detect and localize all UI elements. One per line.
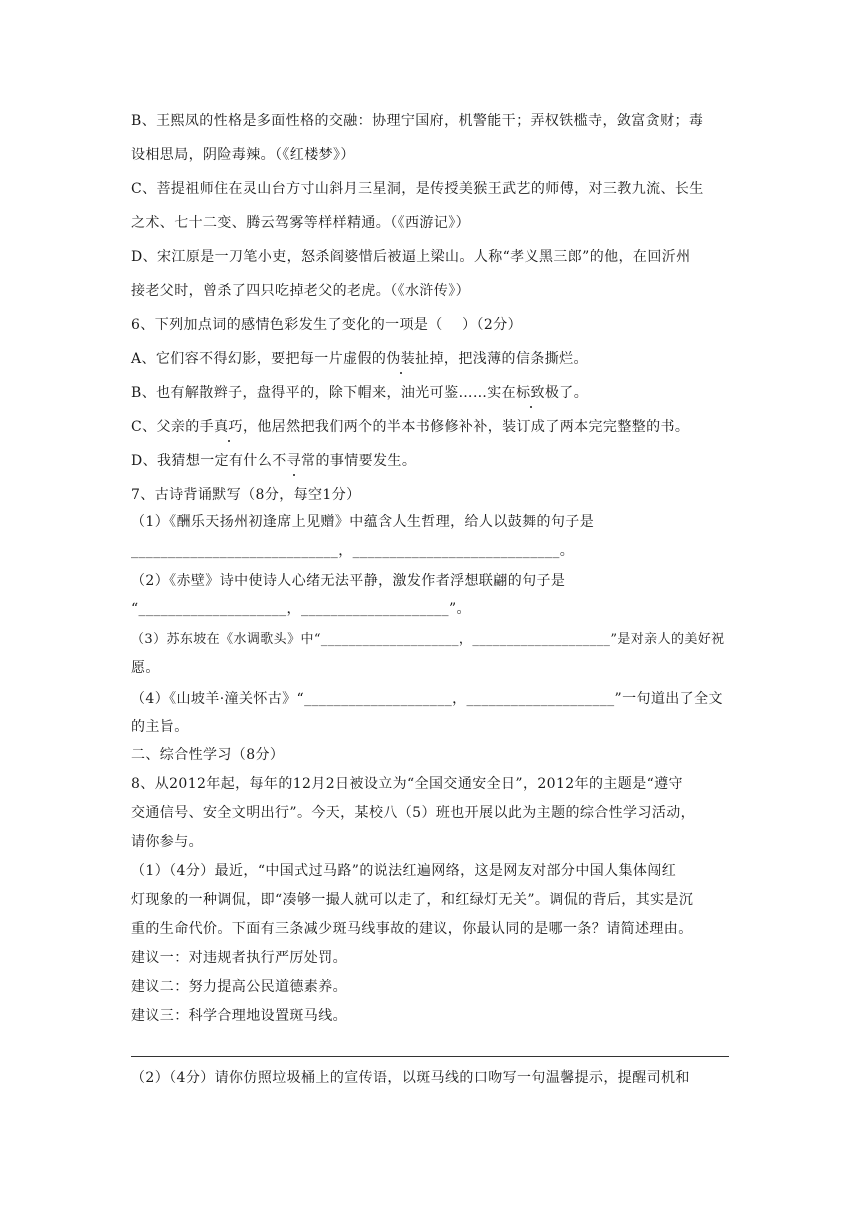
q7-part1: （1）《酬乐天扬州初逢席上见赠》中蕴含人生哲理，给人以鼓舞的句子是 bbox=[131, 514, 595, 530]
suggestion-1: 建议一：对违规者执行严厉处罚。 bbox=[131, 950, 347, 966]
q6-title: 6、下列加点词的感情色彩发生了变化的一项是（ ）（2分） bbox=[131, 317, 523, 333]
q6-option-b bbox=[131, 383, 588, 403]
q6-c-text-end: ，他居然把我们两个的半本书修修补补，装订成了两本完完整整的书。 bbox=[242, 419, 690, 435]
q6-c-dotted-word: 真巧 bbox=[214, 419, 243, 435]
suggestion-3: 建议三：科学合理地设置斑马线。 bbox=[131, 1008, 347, 1024]
q5-option-b-line1: B、王熙凤的性格是多面性格的交融：协理宁国府，机警能干；弄权铁槛寺，敛富贪财；毒 bbox=[131, 113, 704, 129]
q7-part2: （2）《赤壁》诗中使诗人心绪无法平静，激发作者浮想联翩的句子是 bbox=[131, 573, 566, 589]
q7-part2-blanks: “____________________，____________________”。 bbox=[131, 601, 471, 617]
q8-line1: 8、从2012年起，每年的12月2日被设立为“全国交通安全日”，2012年的主题是“遵守 bbox=[131, 776, 683, 792]
q6-option-c bbox=[131, 417, 689, 437]
q6-d-text: D、我猜想一定有什么 bbox=[131, 453, 273, 469]
q6-a-text-end: 扯掉，把浅薄的信条撕烂。 bbox=[415, 351, 588, 367]
q5-option-c-line1: C、菩提祖师住在灵山台方寸山斜月三星洞，是传授美猴王武艺的师傅，对三教九流、长生 bbox=[131, 181, 704, 197]
q7-part4-line2: 的主旨。 bbox=[131, 719, 189, 735]
q6-option-d bbox=[131, 451, 416, 471]
q6-a-dotted-word: 伪装 bbox=[386, 351, 416, 367]
q7-part3-line2: 愿。 bbox=[131, 660, 160, 676]
q5-option-d-line2: 接老父时，曾杀了四只吃掉老父的老虎。（《水浒传》） bbox=[131, 283, 470, 299]
q6-b-text-end: 极了。 bbox=[544, 385, 589, 401]
q7-part3-line1: （3）苏东坡在《水调歌头》中“____________________，____________________”是对亲人的美好祝 bbox=[131, 632, 725, 647]
q7-part4-line1: （4）《山坡羊·潼关怀古》“____________________，____________________”一句道出了全文 bbox=[131, 691, 723, 707]
q5-option-d-line1: D、宋江原是一刀笔小吏，怒杀阎婆惜后被逼上梁山。人称“孝义黑三郎”的他，在回沂州 bbox=[131, 249, 691, 265]
q6-d-text-end: 的事情要发生。 bbox=[315, 453, 417, 469]
q6-b-text: B、也有解散辫子，盘得平的，除下帽来，油光可鉴……实在 bbox=[131, 385, 517, 401]
q8-sub1-line2: 灯现象的一种调侃，即“凑够一撮人就可以走了，和红绿灯无关”。调侃的背后，其实是沉 bbox=[131, 892, 694, 908]
q5-option-b-line2: 设相思局，阴险毒辣。（《红楼梦》） bbox=[131, 147, 355, 163]
q8-line2: 交通信号、安全文明出行”。今天，某校八（5）班也开展以此为主题的综合性学习活动， bbox=[131, 805, 696, 821]
q8-sub1-line3: 重的生命代价。下面有三条减少斑马线事故的建议，你最认同的是哪一条？请简述理由。 bbox=[131, 921, 693, 937]
q6-d-dotted-word: 不寻常 bbox=[272, 453, 316, 469]
answer-line[interactable] bbox=[131, 1056, 729, 1057]
q8-line3: 请你参与。 bbox=[131, 834, 203, 850]
q8-sub2-line1: （2）（4分）请你仿照垃圾桶上的宣传语，以斑马线的口吻写一句温馨提示，提醒司机和 bbox=[131, 1070, 690, 1086]
q6-b-dotted-word: 标致 bbox=[516, 385, 545, 401]
q6-c-text: C、父亲的手 bbox=[131, 419, 215, 435]
q8-sub1-line1: （1）（4分）最近，“中国式过马路”的说法红遍网络，这是网友对部分中国人集体闯红 bbox=[131, 863, 677, 879]
q6-a-text: A、它们容不得幻影，要把每一片虚假的 bbox=[131, 351, 387, 367]
q7-part1-blanks: ____________________________，____________________________。 bbox=[131, 543, 575, 559]
suggestion-2: 建议二：努力提高公民道德素养。 bbox=[131, 979, 347, 995]
section2-title: 二、综合性学习（8分） bbox=[131, 747, 285, 763]
q6-option-a bbox=[131, 349, 588, 369]
q5-option-c-line2: 之术、七十二变、腾云驾雾等样样精通。（《西游记》） bbox=[131, 215, 470, 231]
q7-title: 7、古诗背诵默写（8分，每空1分） bbox=[131, 487, 361, 503]
